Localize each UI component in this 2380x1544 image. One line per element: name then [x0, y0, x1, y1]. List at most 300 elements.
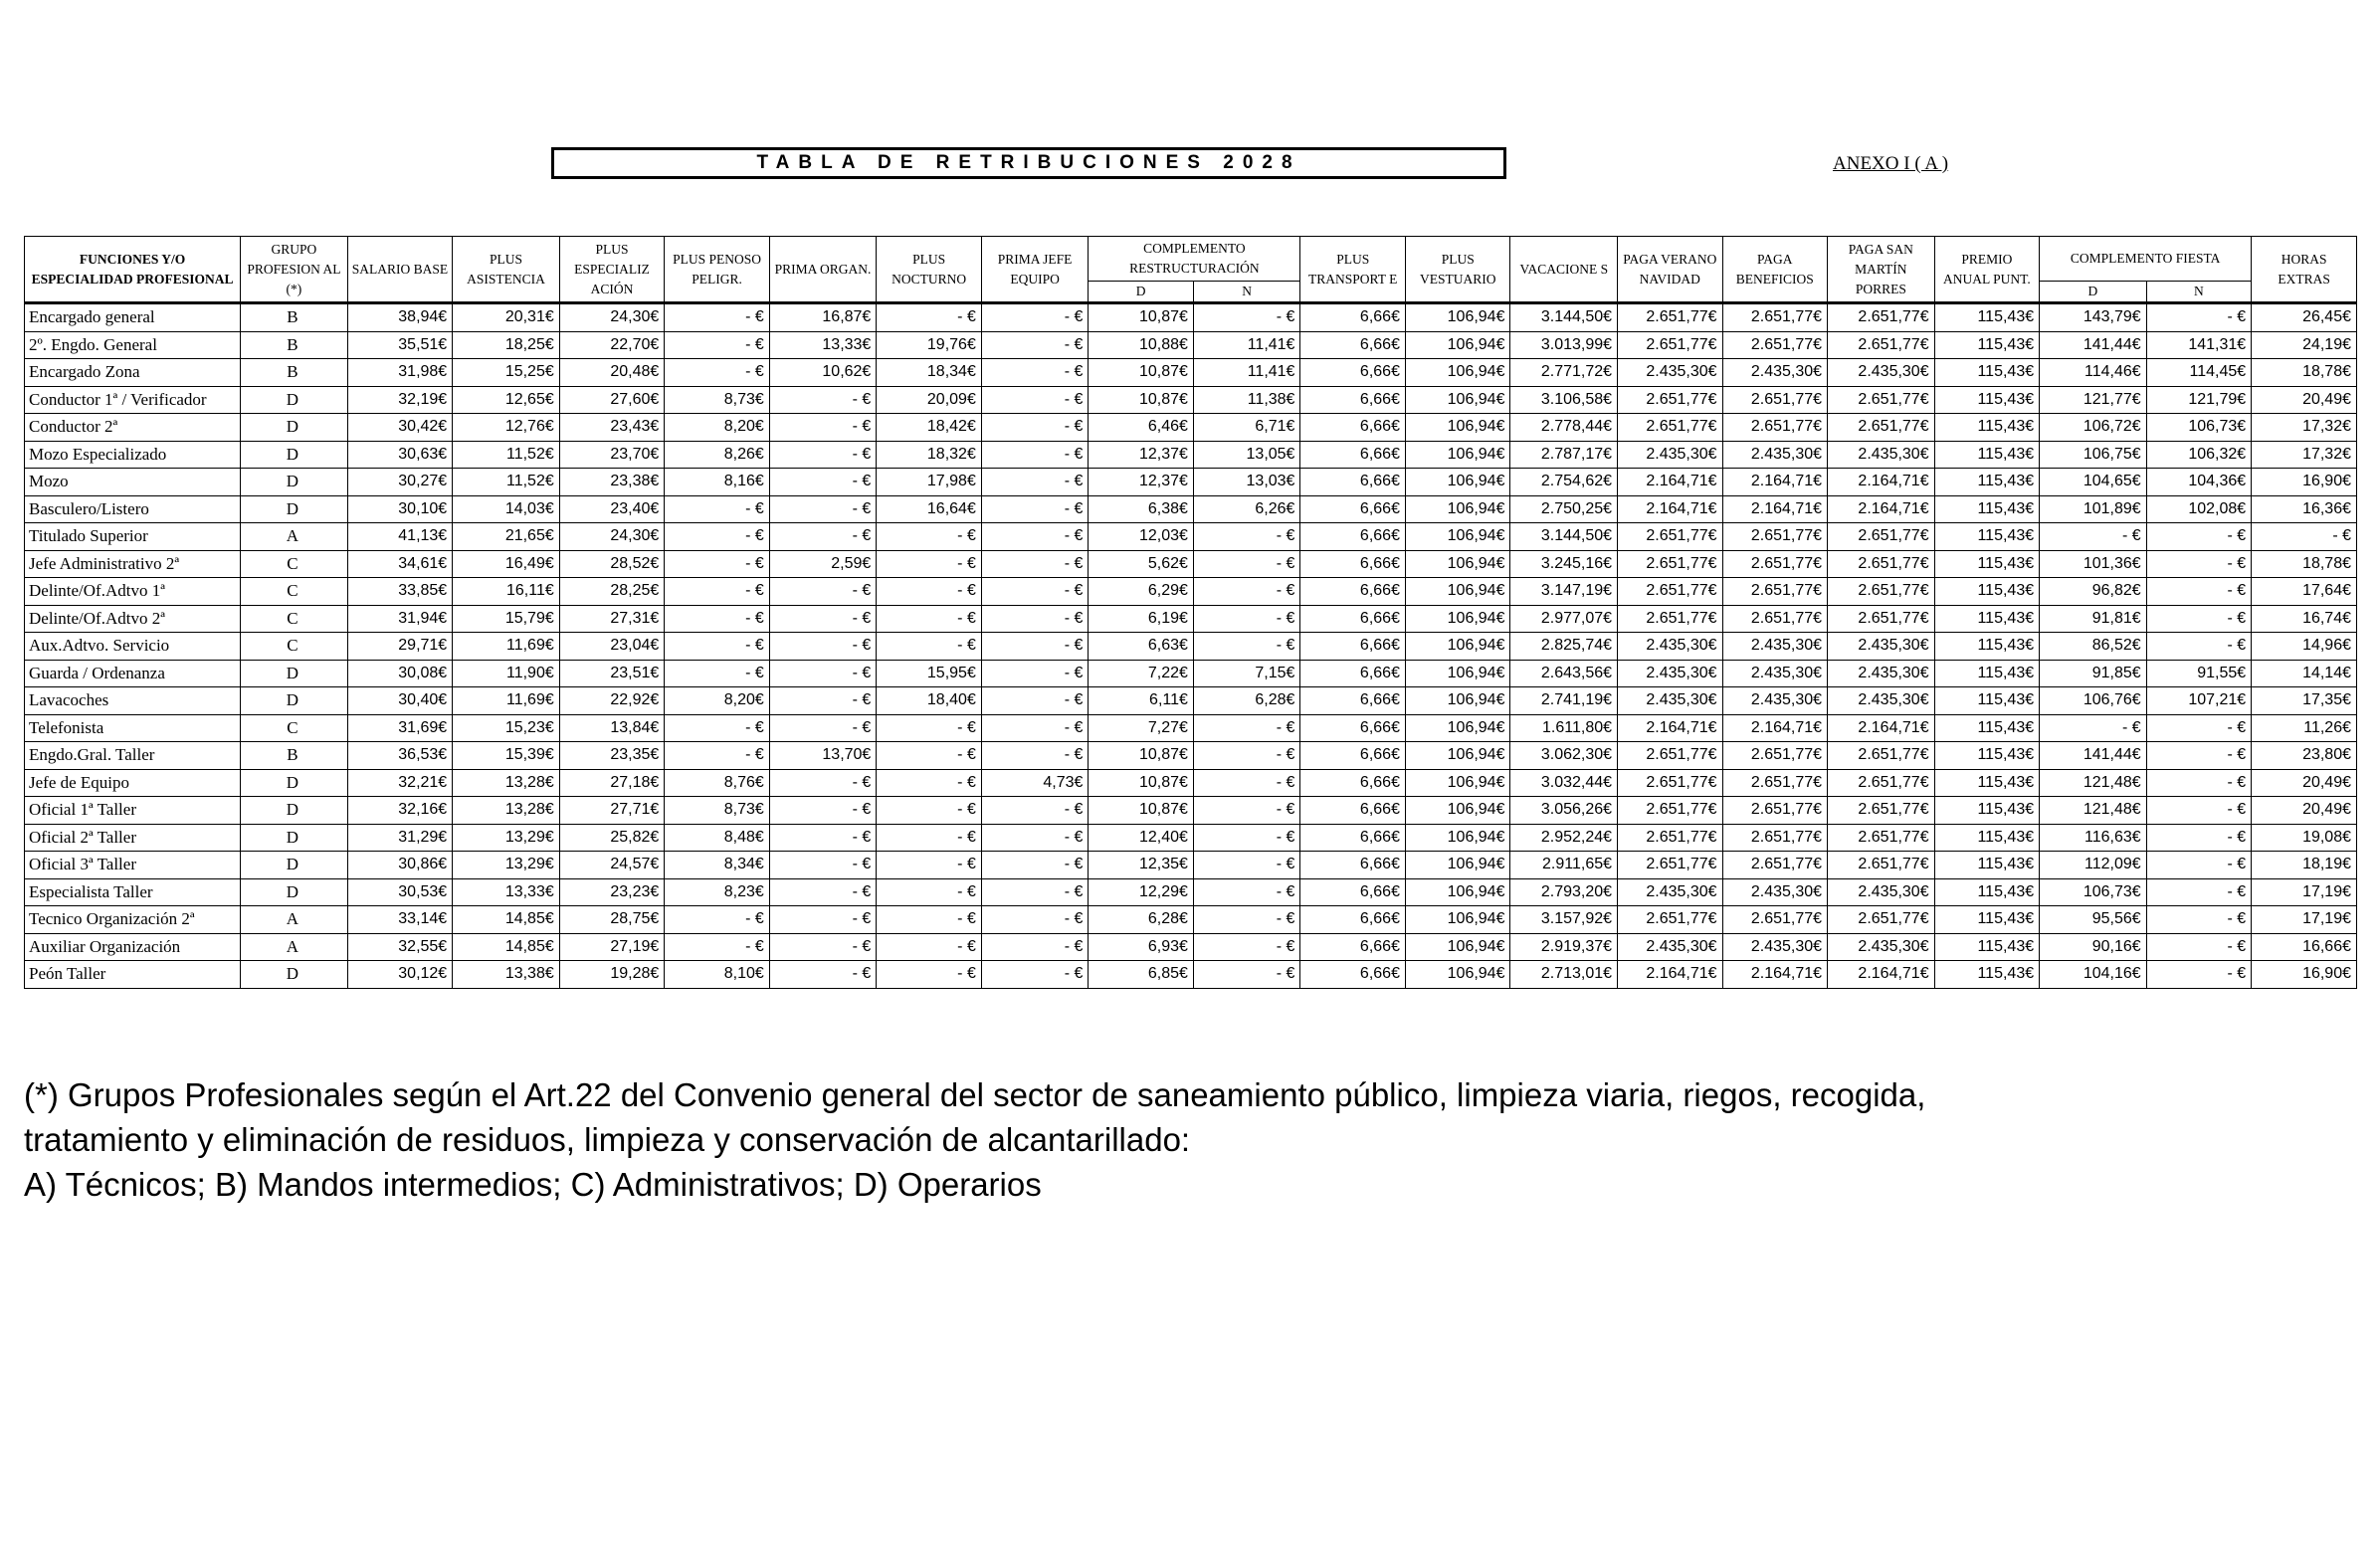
cell-value: - € [2146, 578, 2252, 606]
cell-value: 32,16€ [347, 797, 453, 825]
cell-funcion: Basculero/Listero [25, 495, 241, 523]
cell-value: 106,94€ [1405, 961, 1510, 989]
cell-value: - € [981, 660, 1089, 687]
cell-value: 2.651,77€ [1618, 852, 1723, 879]
cell-value: - € [2146, 742, 2252, 770]
cell-value: 17,98€ [877, 469, 982, 496]
cell-value: 6,38€ [1089, 495, 1194, 523]
cell-value: - € [665, 742, 770, 770]
cell-value: 2.651,77€ [1828, 742, 1935, 770]
cell-value: - € [877, 878, 982, 906]
cell-value: 6,26€ [1193, 495, 1300, 523]
cell-value: 2.651,77€ [1618, 906, 1723, 934]
cell-value: - € [2040, 523, 2147, 551]
table-row [25, 633, 2357, 661]
cell-funcion: Delinte/Of.Adtvo 2ª [25, 605, 241, 633]
cell-value: 115,43€ [1934, 878, 2040, 906]
cell-value: 115,43€ [1934, 578, 2040, 606]
cell-value: 106,94€ [1405, 742, 1510, 770]
cell-value: 2.651,77€ [1828, 605, 1935, 633]
cell-value: 13,84€ [559, 714, 665, 742]
cell-value: 2.651,77€ [1618, 386, 1723, 414]
cell-value: - € [1193, 633, 1300, 661]
header-funciones: FUNCIONES Y/O ESPECIALIDAD PROFESIONAL [25, 237, 241, 303]
header-paga-verano-navidad: PAGA VERANO NAVIDAD [1618, 237, 1723, 303]
cell-value: 10,87€ [1089, 797, 1194, 825]
cell-value: 2,59€ [769, 550, 877, 578]
cell-value: 10,87€ [1089, 386, 1194, 414]
cell-value: 8,20€ [665, 414, 770, 442]
cell-value: 106,94€ [1405, 852, 1510, 879]
cell-value: 115,43€ [1934, 550, 2040, 578]
cell-value: 23,40€ [559, 495, 665, 523]
cell-value: 16,87€ [769, 303, 877, 332]
cell-funcion: Conductor 2ª [25, 414, 241, 442]
cell-value: 11,52€ [453, 441, 560, 469]
cell-value: 2.651,77€ [1828, 769, 1935, 797]
cell-value: 106,94€ [1405, 578, 1510, 606]
cell-value: - € [877, 633, 982, 661]
cell-value: 2.651,77€ [1722, 523, 1828, 551]
cell-value: 11,41€ [1193, 359, 1300, 387]
cell-value: 2.435,30€ [1618, 933, 1723, 961]
cell-value: 6,71€ [1193, 414, 1300, 442]
cell-value: 2.787,17€ [1510, 441, 1618, 469]
cell-value: 106,94€ [1405, 797, 1510, 825]
cell-value: 90,16€ [2040, 933, 2147, 961]
cell-grupo: D [241, 441, 348, 469]
cell-value: 2.651,77€ [1722, 331, 1828, 359]
cell-value: - € [877, 906, 982, 934]
cell-value: - € [665, 633, 770, 661]
cell-value: 11,41€ [1193, 331, 1300, 359]
cell-value: - € [2146, 933, 2252, 961]
cell-value: 6,66€ [1300, 933, 1406, 961]
cell-value: 115,43€ [1934, 824, 2040, 852]
cell-value: 30,40€ [347, 687, 453, 715]
cell-grupo: D [241, 797, 348, 825]
cell-value: 2.977,07€ [1510, 605, 1618, 633]
cell-value: 17,64€ [2252, 578, 2357, 606]
cell-value: 96,82€ [2040, 578, 2147, 606]
cell-value: 10,87€ [1089, 359, 1194, 387]
cell-value: 31,69€ [347, 714, 453, 742]
cell-value: 18,34€ [877, 359, 982, 387]
cell-value: - € [877, 523, 982, 551]
cell-value: 41,13€ [347, 523, 453, 551]
cell-value: 8,23€ [665, 878, 770, 906]
cell-value: 2.651,77€ [1828, 386, 1935, 414]
cell-funcion: Mozo Especializado [25, 441, 241, 469]
cell-value: - € [981, 469, 1089, 496]
cell-funcion: Oficial 1ª Taller [25, 797, 241, 825]
cell-value: 2.651,77€ [1722, 906, 1828, 934]
cell-value: 12,29€ [1089, 878, 1194, 906]
cell-value: 106,94€ [1405, 331, 1510, 359]
cell-value: 141,44€ [2040, 742, 2147, 770]
cell-value: 33,14€ [347, 906, 453, 934]
cell-grupo: C [241, 633, 348, 661]
cell-value: 8,26€ [665, 441, 770, 469]
cell-value: 2.651,77€ [1722, 824, 1828, 852]
cell-value: 18,25€ [453, 331, 560, 359]
cell-value: 2.164,71€ [1722, 961, 1828, 989]
table-row [25, 550, 2357, 578]
header-prima-organ: PRIMA ORGAN. [769, 237, 877, 303]
cell-value: 2.651,77€ [1618, 824, 1723, 852]
cell-value: 30,08€ [347, 660, 453, 687]
cell-funcion: Auxiliar Organización [25, 933, 241, 961]
cell-value: 10,87€ [1089, 303, 1194, 332]
table-row [25, 578, 2357, 606]
cell-value: 6,28€ [1193, 687, 1300, 715]
cell-value: 28,52€ [559, 550, 665, 578]
cell-value: 17,19€ [2252, 878, 2357, 906]
cell-value: 12,35€ [1089, 852, 1194, 879]
cell-value: 2.435,30€ [1828, 878, 1935, 906]
cell-value: 3.144,50€ [1510, 303, 1618, 332]
cell-value: 2.754,62€ [1510, 469, 1618, 496]
cell-value: - € [2146, 797, 2252, 825]
cell-value: 22,92€ [559, 687, 665, 715]
cell-value: 6,29€ [1089, 578, 1194, 606]
cell-value: 115,43€ [1934, 742, 2040, 770]
cell-value: 36,53€ [347, 742, 453, 770]
cell-value: 6,66€ [1300, 386, 1406, 414]
cell-value: 12,65€ [453, 386, 560, 414]
cell-value: 20,49€ [2252, 769, 2357, 797]
cell-value: 2.793,20€ [1510, 878, 1618, 906]
cell-funcion: Guarda / Ordenanza [25, 660, 241, 687]
cell-value: - € [1193, 714, 1300, 742]
cell-value: - € [769, 633, 877, 661]
header-fiesta-d: D [2040, 282, 2147, 303]
cell-value: 13,05€ [1193, 441, 1300, 469]
cell-value: 115,43€ [1934, 386, 2040, 414]
cell-value: 2.651,77€ [1828, 852, 1935, 879]
cell-value: 106,94€ [1405, 495, 1510, 523]
cell-value: 6,66€ [1300, 742, 1406, 770]
cell-value: 2.164,71€ [1828, 469, 1935, 496]
cell-funcion: Encargado Zona [25, 359, 241, 387]
table-row [25, 523, 2357, 551]
cell-value: 3.144,50€ [1510, 523, 1618, 551]
cell-value: 6,66€ [1300, 331, 1406, 359]
cell-value: 2.643,56€ [1510, 660, 1618, 687]
cell-value: 34,61€ [347, 550, 453, 578]
header-complemento-restructuracion: COMPLEMENTO RESTRUCTURACIÓN [1089, 237, 1300, 282]
table-row [25, 714, 2357, 742]
table-row [25, 469, 2357, 496]
cell-value: - € [877, 550, 982, 578]
cell-value: 6,93€ [1089, 933, 1194, 961]
cell-value: 13,29€ [453, 824, 560, 852]
cell-value: 2.164,71€ [1828, 961, 1935, 989]
cell-value: 2.651,77€ [1828, 797, 1935, 825]
cell-value: - € [981, 878, 1089, 906]
cell-value: 10,87€ [1089, 769, 1194, 797]
cell-value: - € [2146, 605, 2252, 633]
cell-value: 20,31€ [453, 303, 560, 332]
cell-value: 141,31€ [2146, 331, 2252, 359]
cell-value: 2.651,77€ [1722, 303, 1828, 332]
cell-value: 23,70€ [559, 441, 665, 469]
table-row [25, 660, 2357, 687]
cell-value: 106,73€ [2146, 414, 2252, 442]
cell-grupo: B [241, 303, 348, 332]
cell-value: 6,66€ [1300, 495, 1406, 523]
cell-value: 6,66€ [1300, 359, 1406, 387]
table-row [25, 303, 2357, 332]
cell-value: 2.435,30€ [1828, 441, 1935, 469]
cell-value: - € [981, 933, 1089, 961]
cell-value: 30,12€ [347, 961, 453, 989]
cell-value: 16,90€ [2252, 961, 2357, 989]
cell-value: 7,15€ [1193, 660, 1300, 687]
cell-value: - € [981, 961, 1089, 989]
cell-value: 14,14€ [2252, 660, 2357, 687]
cell-value: 106,94€ [1405, 687, 1510, 715]
cell-value: - € [2146, 824, 2252, 852]
cell-value: 106,94€ [1405, 469, 1510, 496]
cell-value: 6,66€ [1300, 550, 1406, 578]
cell-value: 6,66€ [1300, 414, 1406, 442]
cell-value: 13,28€ [453, 797, 560, 825]
cell-funcion: Mozo [25, 469, 241, 496]
cell-value: 141,44€ [2040, 331, 2147, 359]
cell-value: 2.435,30€ [1618, 441, 1723, 469]
cell-value: 20,49€ [2252, 386, 2357, 414]
cell-value: 2.651,77€ [1828, 578, 1935, 606]
cell-value: 6,66€ [1300, 469, 1406, 496]
cell-value: - € [981, 331, 1089, 359]
cell-value: 115,43€ [1934, 933, 2040, 961]
cell-value: - € [2146, 550, 2252, 578]
cell-value: 106,94€ [1405, 523, 1510, 551]
table-row [25, 906, 2357, 934]
cell-value: 115,43€ [1934, 303, 2040, 332]
cell-value: 6,66€ [1300, 660, 1406, 687]
cell-value: 6,66€ [1300, 633, 1406, 661]
cell-grupo: D [241, 824, 348, 852]
cell-value: 2.651,77€ [1618, 523, 1723, 551]
cell-value: 2.651,77€ [1828, 523, 1935, 551]
footnote [24, 1072, 2312, 1207]
cell-value: - € [1193, 906, 1300, 934]
cell-value: 20,49€ [2252, 797, 2357, 825]
header-plus-especializacion: PLUS ESPECIALIZ ACIÓN [559, 237, 665, 303]
cell-value: 23,38€ [559, 469, 665, 496]
header-paga-san-martin: PAGA SAN MARTÍN PORRES [1828, 237, 1935, 303]
cell-value: 8,16€ [665, 469, 770, 496]
header-fiesta-n: N [2146, 282, 2252, 303]
cell-value: - € [769, 469, 877, 496]
cell-value: 10,87€ [1089, 742, 1194, 770]
cell-value: 115,43€ [1934, 961, 2040, 989]
cell-value: 12,37€ [1089, 441, 1194, 469]
table-body [25, 303, 2357, 989]
cell-value: 115,43€ [1934, 906, 2040, 934]
cell-value: 23,80€ [2252, 742, 2357, 770]
cell-value: 3.157,92€ [1510, 906, 1618, 934]
cell-value: 115,43€ [1934, 797, 2040, 825]
cell-value: - € [981, 441, 1089, 469]
cell-value: 2.651,77€ [1722, 797, 1828, 825]
cell-value: - € [877, 742, 982, 770]
cell-value: 2.651,77€ [1618, 578, 1723, 606]
cell-value: 86,52€ [2040, 633, 2147, 661]
cell-value: 2.164,71€ [1722, 469, 1828, 496]
cell-value: 27,31€ [559, 605, 665, 633]
cell-value: 8,73€ [665, 386, 770, 414]
cell-value: - € [1193, 769, 1300, 797]
cell-value: 121,79€ [2146, 386, 2252, 414]
cell-value: 3.056,26€ [1510, 797, 1618, 825]
cell-value: 2.435,30€ [1618, 687, 1723, 715]
cell-value: 22,70€ [559, 331, 665, 359]
cell-value: - € [665, 605, 770, 633]
cell-funcion: Tecnico Organización 2ª [25, 906, 241, 934]
cell-value: 13,33€ [453, 878, 560, 906]
cell-value: 16,90€ [2252, 469, 2357, 496]
cell-value: 11,52€ [453, 469, 560, 496]
cell-value: 91,81€ [2040, 605, 2147, 633]
cell-value: 15,25€ [453, 359, 560, 387]
cell-value: 26,45€ [2252, 303, 2357, 332]
cell-value: 2.651,77€ [1828, 303, 1935, 332]
cell-value: 3.147,19€ [1510, 578, 1618, 606]
cell-value: 6,66€ [1300, 714, 1406, 742]
cell-value: 15,39€ [453, 742, 560, 770]
cell-grupo: C [241, 605, 348, 633]
cell-value: - € [2146, 769, 2252, 797]
cell-value: 6,66€ [1300, 605, 1406, 633]
cell-value: 12,40€ [1089, 824, 1194, 852]
cell-funcion: Engdo.Gral. Taller [25, 742, 241, 770]
cell-value: - € [665, 578, 770, 606]
cell-value: 6,66€ [1300, 961, 1406, 989]
cell-funcion: Jefe de Equipo [25, 769, 241, 797]
cell-value: 115,43€ [1934, 714, 2040, 742]
cell-value: 2.911,65€ [1510, 852, 1618, 879]
cell-value: - € [877, 824, 982, 852]
cell-value: 20,48€ [559, 359, 665, 387]
cell-value: 6,66€ [1300, 303, 1406, 332]
cell-value: 2.435,30€ [1722, 878, 1828, 906]
cell-value: 12,37€ [1089, 469, 1194, 496]
cell-value: 31,94€ [347, 605, 453, 633]
cell-funcion: Titulado Superior [25, 523, 241, 551]
cell-value: - € [665, 495, 770, 523]
cell-value: 31,29€ [347, 824, 453, 852]
cell-value: 106,94€ [1405, 303, 1510, 332]
cell-value: 104,16€ [2040, 961, 2147, 989]
cell-value: - € [877, 933, 982, 961]
cell-value: 20,09€ [877, 386, 982, 414]
cell-value: 2.651,77€ [1618, 303, 1723, 332]
cell-funcion: Jefe Administrativo 2ª [25, 550, 241, 578]
cell-value: - € [877, 769, 982, 797]
table-title: TABLA DE RETRIBUCIONES 2028 [756, 152, 1301, 173]
cell-value: 106,94€ [1405, 359, 1510, 387]
cell-grupo: B [241, 331, 348, 359]
cell-value: 13,38€ [453, 961, 560, 989]
cell-value: - € [1193, 852, 1300, 879]
cell-grupo: B [241, 359, 348, 387]
cell-value: 106,32€ [2146, 441, 2252, 469]
cell-value: 2.651,77€ [1722, 386, 1828, 414]
cell-value: - € [981, 824, 1089, 852]
cell-value: 5,62€ [1089, 550, 1194, 578]
cell-value: 106,94€ [1405, 933, 1510, 961]
cell-value: - € [665, 906, 770, 934]
cell-value: - € [1193, 961, 1300, 989]
cell-value: 8,76€ [665, 769, 770, 797]
cell-value: 106,75€ [2040, 441, 2147, 469]
cell-value: - € [769, 687, 877, 715]
cell-value: 8,20€ [665, 687, 770, 715]
cell-funcion: Encargado general [25, 303, 241, 332]
cell-value: 8,10€ [665, 961, 770, 989]
cell-value: 106,73€ [2040, 878, 2147, 906]
cell-value: 16,49€ [453, 550, 560, 578]
cell-value: - € [1193, 933, 1300, 961]
cell-value: 106,94€ [1405, 386, 1510, 414]
cell-value: 11,90€ [453, 660, 560, 687]
cell-funcion: Peón Taller [25, 961, 241, 989]
cell-grupo: D [241, 878, 348, 906]
cell-value: 2.164,71€ [1618, 469, 1723, 496]
cell-value: 16,64€ [877, 495, 982, 523]
cell-value: - € [2146, 523, 2252, 551]
table-title-box [551, 147, 1506, 179]
cell-value: 115,43€ [1934, 523, 2040, 551]
cell-value: - € [2146, 878, 2252, 906]
cell-value: 2.164,71€ [1618, 714, 1723, 742]
cell-value: - € [2040, 714, 2147, 742]
cell-value: - € [769, 414, 877, 442]
cell-value: 2.435,30€ [1722, 441, 1828, 469]
cell-value: 2.651,77€ [1828, 550, 1935, 578]
cell-value: 15,95€ [877, 660, 982, 687]
cell-value: 2.651,77€ [1722, 852, 1828, 879]
cell-value: - € [665, 660, 770, 687]
cell-value: 2.651,77€ [1828, 331, 1935, 359]
cell-value: - € [769, 495, 877, 523]
cell-value: 18,78€ [2252, 550, 2357, 578]
cell-funcion: Delinte/Of.Adtvo 1ª [25, 578, 241, 606]
table-row [25, 414, 2357, 442]
footnote-line-2: tratamiento y eliminación de residuos, limpieza y conservación de alcantarillado: [24, 1121, 1191, 1158]
cell-value: 17,32€ [2252, 441, 2357, 469]
cell-value: 2.164,71€ [1618, 961, 1723, 989]
header-plus-vestuario: PLUS VESTUARIO [1405, 237, 1510, 303]
cell-value: - € [981, 523, 1089, 551]
table-row [25, 495, 2357, 523]
cell-value: - € [1193, 878, 1300, 906]
cell-value: 12,03€ [1089, 523, 1194, 551]
cell-value: - € [981, 633, 1089, 661]
cell-value: 24,19€ [2252, 331, 2357, 359]
cell-value: - € [769, 769, 877, 797]
cell-value: 2.651,77€ [1828, 906, 1935, 934]
cell-value: 11,38€ [1193, 386, 1300, 414]
header-complemento-fiesta: COMPLEMENTO FIESTA [2040, 237, 2252, 282]
table-row [25, 441, 2357, 469]
cell-value: 14,85€ [453, 933, 560, 961]
cell-value: 106,72€ [2040, 414, 2147, 442]
cell-value: 2.435,30€ [1722, 633, 1828, 661]
